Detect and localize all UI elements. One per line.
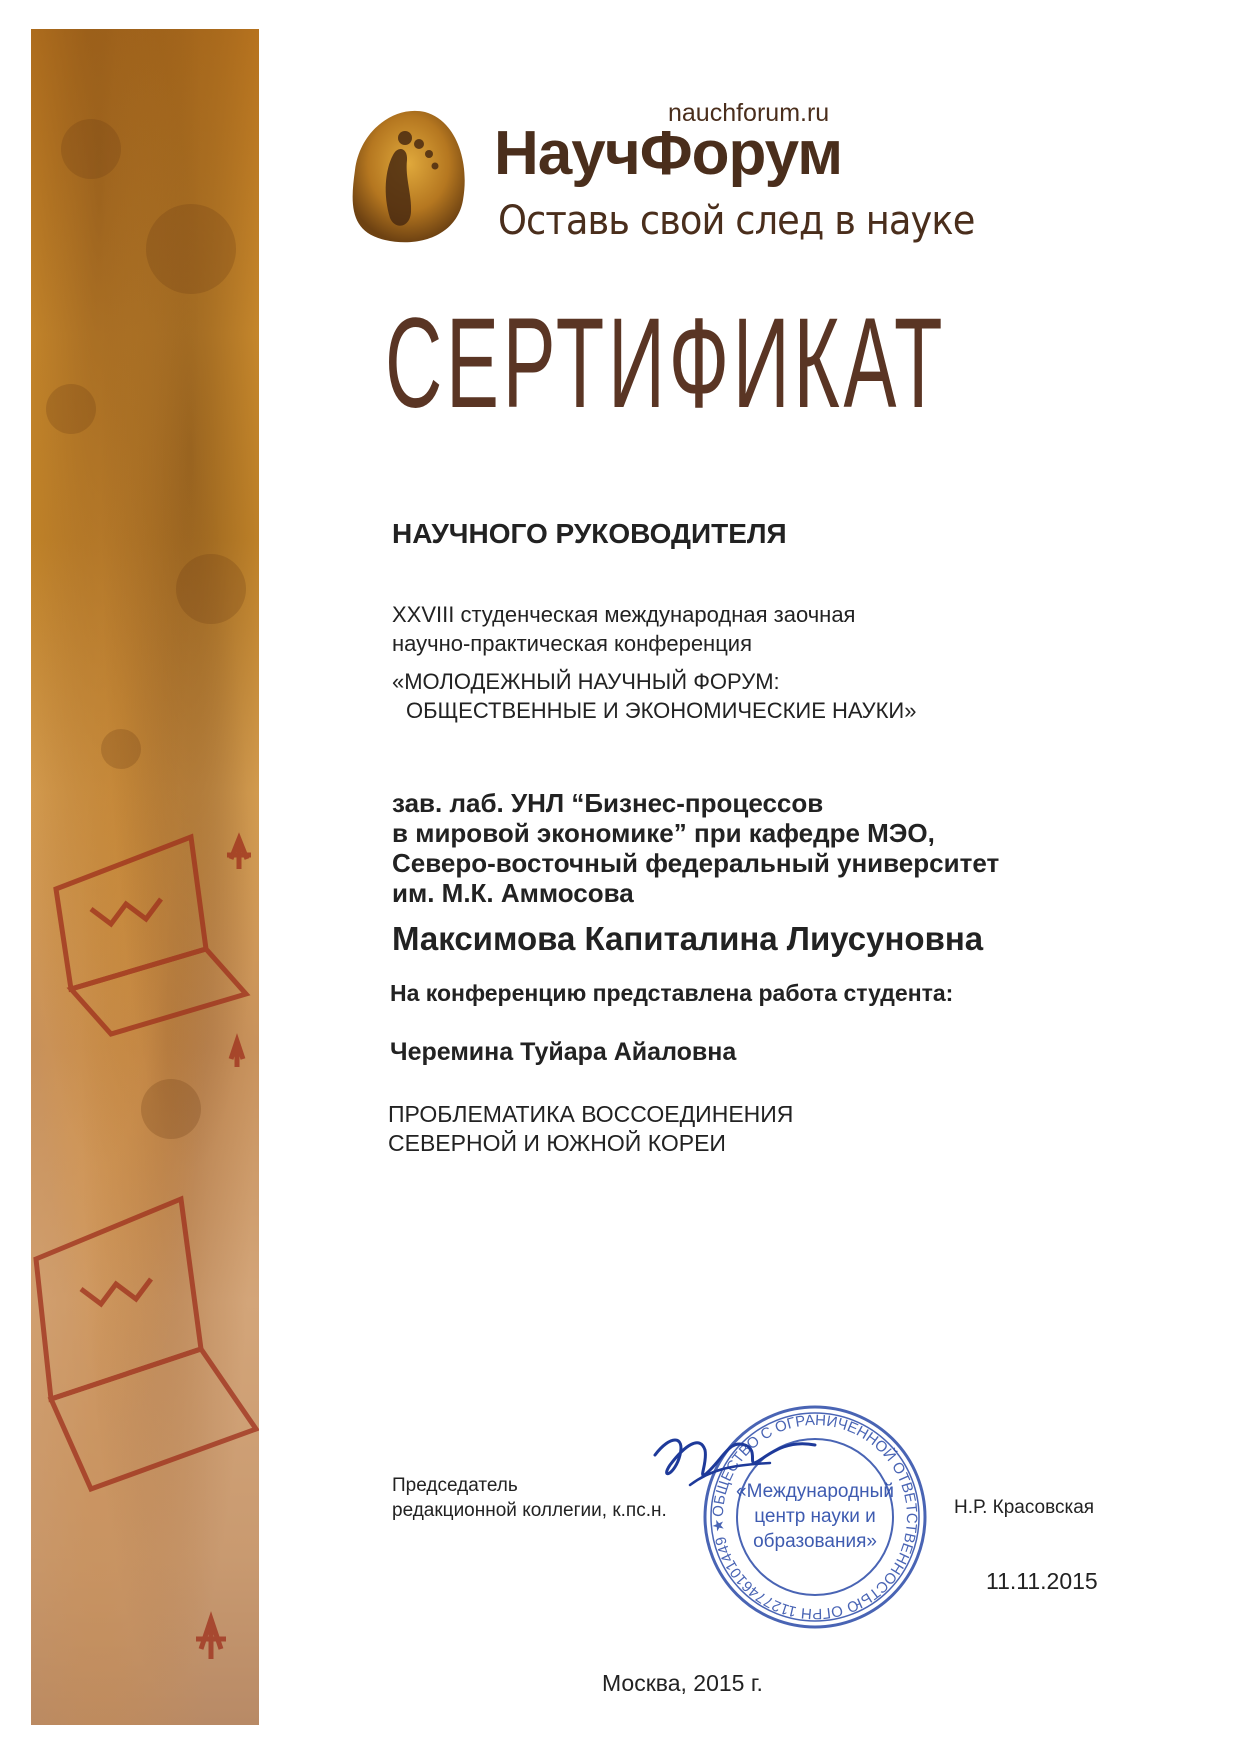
stamp-center-line: образования» <box>753 1531 877 1552</box>
site-url: nauchforum.ru <box>668 99 830 127</box>
conference-name-line: «МОЛОДЕЖНЫЙ НАУЧНЫЙ ФОРУМ: <box>392 669 780 694</box>
recipient-position <box>392 788 999 908</box>
brand-name: НаучФорум <box>494 119 843 188</box>
position-line: в мировой экономике” при кафедре МЭО, <box>392 818 935 848</box>
slogan: Оставь свой след в науке <box>498 198 975 244</box>
rock-art-drawings <box>31 29 259 1725</box>
chair-line: редакционной коллегии, к.пс.н. <box>392 1500 667 1521</box>
signer-name: Н.Р. Красовская <box>954 1497 1095 1518</box>
conference-line: XXVIII студенческая международная заочная <box>392 602 856 627</box>
signature <box>650 1415 820 1505</box>
decorative-strip <box>31 29 259 1725</box>
conference-name <box>392 667 916 725</box>
logo <box>335 100 475 250</box>
position-line: Северо-восточный федеральный университет <box>392 848 1000 878</box>
conference-line: научно-практическая конференция <box>392 631 753 656</box>
chair-title <box>392 1473 667 1523</box>
issue-city-year: Москва, 2015 г. <box>602 1670 763 1696</box>
footprint-stone-icon <box>335 100 475 250</box>
conference-name-line: ОБЩЕСТВЕННЫЕ И ЭКОНОМИЧЕСКИЕ НАУКИ» <box>406 698 917 723</box>
issue-date: 11.11.2015 <box>986 1568 1098 1594</box>
recipient-name: Максимова Капиталина Лиусуновна <box>392 920 984 957</box>
position-line: зав. лаб. УНЛ “Бизнес-процессов <box>392 788 824 818</box>
certificate-title: СЕРТИФИКАТ <box>385 292 947 435</box>
certificate-subtitle: НАУЧНОГО РУКОВОДИТЕЛЯ <box>392 518 787 549</box>
work-topic <box>388 1100 793 1158</box>
stamp-ring-text: ОБЩЕСТВО С ОГРАНИЧЕННОЙ ОТВЕТСТВЕННОСТЬЮ ОГРН 1127746101449 ★ <box>709 1411 921 1623</box>
position-line: им. М.К. Аммосова <box>392 878 634 908</box>
chair-line: Председатель <box>392 1475 518 1496</box>
conference-description <box>392 600 855 658</box>
topic-line: ПРОБЛЕМАТИКА ВОССОЕДИНЕНИЯ <box>388 1101 794 1127</box>
presented-label: На конференцию представлена работа студента: <box>390 980 954 1006</box>
stamp-center-line: центр науки и <box>754 1506 876 1527</box>
student-name: Черемина Туйара Айаловна <box>390 1038 737 1066</box>
signature-stroke <box>650 1415 820 1505</box>
topic-line: СЕВЕРНОЙ И ЮЖНОЙ КОРЕИ <box>388 1130 726 1156</box>
stamp-center-line: «Международный <box>736 1481 894 1502</box>
